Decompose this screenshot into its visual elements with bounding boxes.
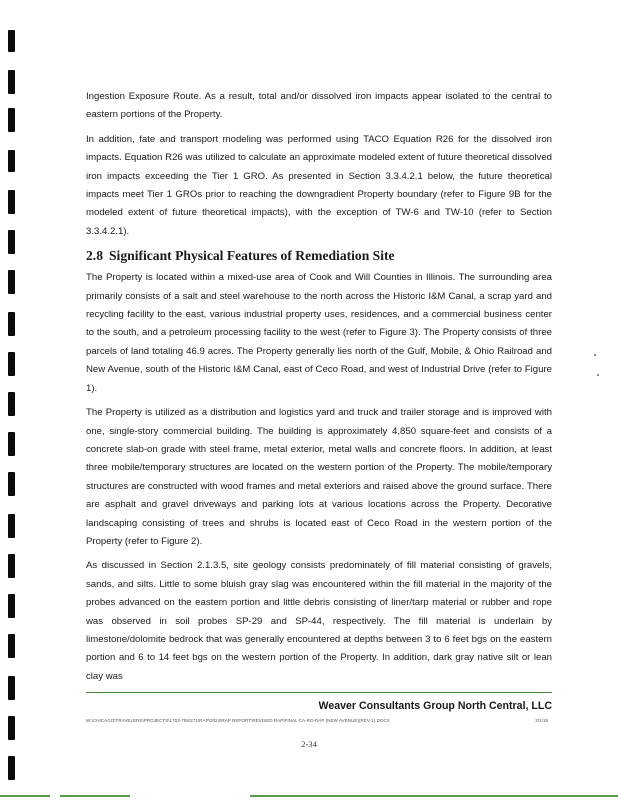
binder-mark — [8, 716, 15, 740]
body-paragraph: In addition, fate and transport modeling was performed using TACO Equation R26 for the dissolved iron impacts. Equation R26 was utilized to calculate an approximate modeled extent of future theoretical dissolved iron impacts exceeding the Tier 1 GRO. As presented in Section 3.3.4.2.1 below, the future theoretical impacts meet Tier 1 GROs prior to reaching the downgradient Property boundary (refer to Figure 9B for the modeled extent of future theoretical impacts), with the exception of TW-6 and TW-10 (refer to Section 3.3.4.2.1). — [86, 133, 552, 237]
binder-mark — [8, 150, 15, 172]
body-paragraph: As discussed in Section 2.1.3.5, site geology consists predominately of fill material consisting of gravels, sands, and silts. Little to some bluish gray slag was encountered within the fill material in the majority of the probes advanced on the eastern portion and little debris consisting of liner/tarp material or rubber and rope was observed in soil probes SP-29 and SP-44, respectively. The fill material is underlain by limestone/dolomite bedrock that was generally encountered at depths between 3 to 6 feet bgs on the eastern portion and 6 to 14 feet bgs on the western portion of the Property. In addition, dark gray native silt or lean clay was — [86, 560, 552, 682]
footer-file-path: W:\CHICAGO\TRAVELERS\PROJECTS\1703-755\271\RAP\2024\RAP REPORT\REVISED RAP\FINAL CA-RO-RAP (NEW AVENUE)(REV 1).DOCX — [86, 718, 390, 723]
binder-mark — [8, 70, 15, 94]
binder-mark — [8, 352, 15, 376]
section-number: 2.8 — [86, 248, 103, 264]
body-paragraph: The Property is utilized as a distribution and logistics yard and truck and trailer storage and is improved with one, single-story commercial building. The building is approximately 4,850 square-feet and consists of a concrete slab-on grade with steel frame, metal exterior, metal walls and concrete floors. In addition, at least three mobile/temporary structures are located on the western portion of the Property. The mobile/temporary structures are constructed with wood frames and metal exteriors and raised above the ground surface. There are asphalt and gravel driveways and parking lots at various locations across the Property. Decorative landscaping consisting of trees and shrubs is located east of Ceco Road in the western portion of the Property (refer to Figure 2). — [86, 407, 552, 547]
binder-mark — [8, 392, 15, 416]
binder-mark — [8, 30, 15, 52]
footer-rule — [86, 692, 552, 693]
binder-mark — [8, 312, 15, 336]
binder-mark — [8, 108, 15, 132]
binder-mark — [8, 756, 15, 780]
binder-mark — [8, 432, 15, 456]
binder-mark — [8, 676, 15, 700]
binder-mark — [8, 554, 15, 578]
section-title: Significant Physical Features of Remediation Site — [109, 248, 395, 264]
binder-mark — [8, 230, 15, 254]
body-paragraph: The Property is located within a mixed-use area of Cook and Will Counties in Illinois. The surrounding area primarily consists of a salt and steel warehouse to the north across the Historic I&M Canal, a scrap yard and recycling facility to the east, various industrial property uses, residences, and a commercial business center to the south, and a petroleum processing facility to the west (refer to Figure 3). The Property consists of three parcels of land totaling 46.9 acres. The Property generally lies north of the Gulf, Mobile, & Ohio Railroad and New Avenue, south of the Historic I&M Canal, east of Ceco Road, and west of Industrial Drive (refer to Figure 1). — [86, 272, 552, 394]
scan-speck — [597, 374, 599, 376]
scan-edge-line — [60, 795, 130, 797]
footer-company: Weaver Consultants Group North Central, LLC — [318, 700, 552, 712]
binder-mark — [8, 514, 15, 538]
footer-date: 2/1/19 — [535, 718, 548, 723]
page-number: 2-34 — [301, 739, 317, 749]
scan-edge-line — [0, 795, 50, 797]
binder-mark — [8, 190, 15, 214]
binder-mark — [8, 270, 15, 294]
section-heading — [86, 247, 552, 265]
scan-speck — [594, 354, 596, 356]
scan-edge-line — [250, 795, 618, 797]
body-paragraph: Ingestion Exposure Route. As a result, total and/or dissolved iron impacts appear isolated to the central to eastern portions of the Property. — [86, 91, 552, 121]
document-body — [86, 88, 552, 692]
binder-mark — [8, 472, 15, 496]
binder-mark — [8, 634, 15, 658]
binder-mark — [8, 594, 15, 618]
